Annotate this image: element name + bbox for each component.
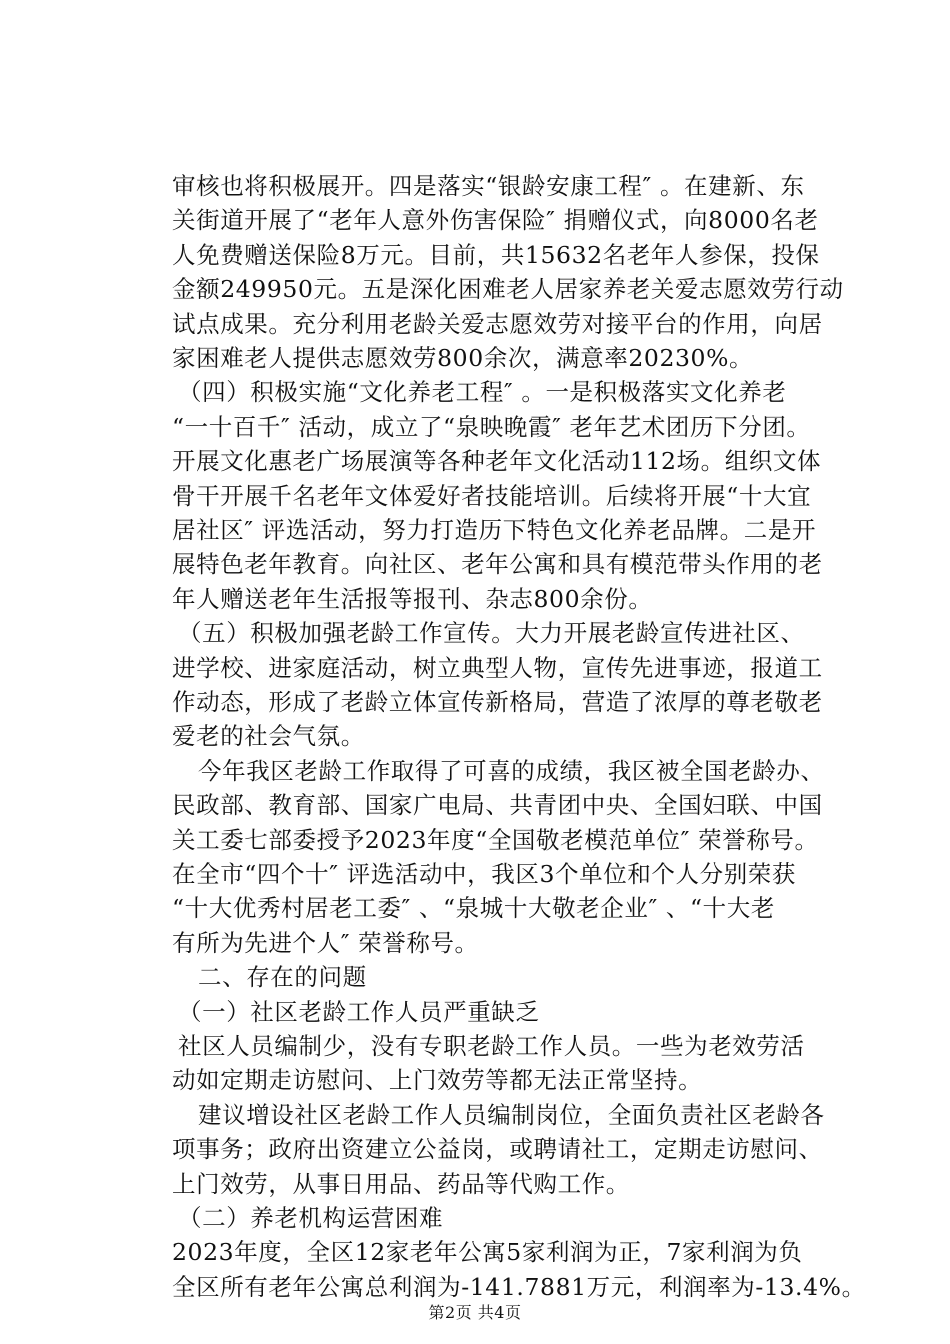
- text-line: 项事务；政府出资建立公益岗，或聘请社工，定期走访慰问、: [172, 1135, 823, 1163]
- text-line: 家困难老人提供志愿效劳800余次，满意率20230%。: [172, 344, 754, 372]
- text-line: 审核也将积极展开。四是落实“银龄安康工程″ 。在建新、东: [172, 172, 805, 200]
- subsection-heading: （一）社区老龄工作人员严重缺乏: [178, 998, 540, 1026]
- text-line: 全区所有老年公寓总利润为-141.7881万元，利润率为-13.4%。: [172, 1273, 866, 1301]
- text-line: 居社区″ 评选活动，努力打造历下特色文化养老品牌。二是开: [172, 516, 817, 544]
- page-footer: 第2页 共4页: [428, 1303, 522, 1322]
- text-line: 民政部、教育部、国家广电局、共青团中央、全国妇联、中国: [172, 791, 823, 819]
- text-line: 今年我区老龄工作取得了可喜的成绩，我区被全国老龄办、: [198, 757, 825, 785]
- text-line: 上门效劳，从事日用品、药品等代购工作。: [172, 1170, 630, 1198]
- text-line: 进学校、进家庭活动，树立典型人物，宣传先进事迹，报道工: [172, 654, 823, 682]
- section-heading: 二、存在的问题: [198, 963, 367, 991]
- text-line: 开展文化惠老广场展演等各种老年文化活动112场。组织文体: [172, 447, 822, 475]
- text-line: 骨干开展千名老年文体爱好者技能培训。后续将开展“十大宜: [172, 482, 812, 510]
- text-line: 爱老的社会气氛。: [172, 722, 365, 750]
- text-line: “十大优秀村居老工委″ 、“泉城十大敬老企业″ 、“十大老: [172, 894, 775, 922]
- text-line: 金额249950元。五是深化困难老人居家养老关爱志愿效劳行动: [172, 275, 844, 303]
- text-line: 在全市“四个十″ 评选活动中，我区3个单位和个人分别荣获: [172, 860, 797, 888]
- text-line: 年人赠送老年生活报等报刊、杂志800余份。: [172, 585, 653, 613]
- text-line: 社区人员编制少，没有专职老龄工作人员。一些为老效劳活: [178, 1032, 805, 1060]
- text-line: 展特色老年教育。向社区、老年公寓和具有模范带头作用的老: [172, 550, 823, 578]
- section-heading: （五）积极加强老龄工作宣传。大力开展老龄宣传进社区、: [178, 619, 805, 647]
- text-line: 人免费赠送保险8万元。目前，共15632名老年人参保，投保: [172, 241, 820, 269]
- text-line: 建议增设社区老龄工作人员编制岗位，全面负责社区老龄各: [198, 1101, 825, 1129]
- text-line: 试点成果。充分利用老龄关爱志愿效劳对接平台的作用，向居: [172, 310, 823, 338]
- subsection-heading: （二）养老机构运营困难: [178, 1204, 444, 1232]
- text-line: 动如定期走访慰问、上门效劳等都无法正常坚持。: [172, 1066, 703, 1094]
- text-line: 2023年度，全区12家老年公寓5家利润为正，7家利润为负: [172, 1238, 803, 1266]
- section-heading: （四）积极实施“文化养老工程″ 。一是积极落实文化养老: [178, 378, 787, 406]
- text-line: 有所为先进个人″ 荣誉称号。: [172, 929, 479, 957]
- text-line: 关工委七部委授予2023年度“全国敬老模范单位″ 荣誉称号。: [172, 826, 819, 854]
- text-line: 关街道开展了“老年人意外伤害保险″ 捐赠仪式，向8000名老: [172, 206, 819, 234]
- text-line: 作动态，形成了老龄立体宣传新格局，营造了浓厚的尊老敬老: [172, 688, 823, 716]
- text-line: “一十百千″ 活动，成立了“泉映晚霞″ 老年艺术团历下分团。: [172, 413, 811, 441]
